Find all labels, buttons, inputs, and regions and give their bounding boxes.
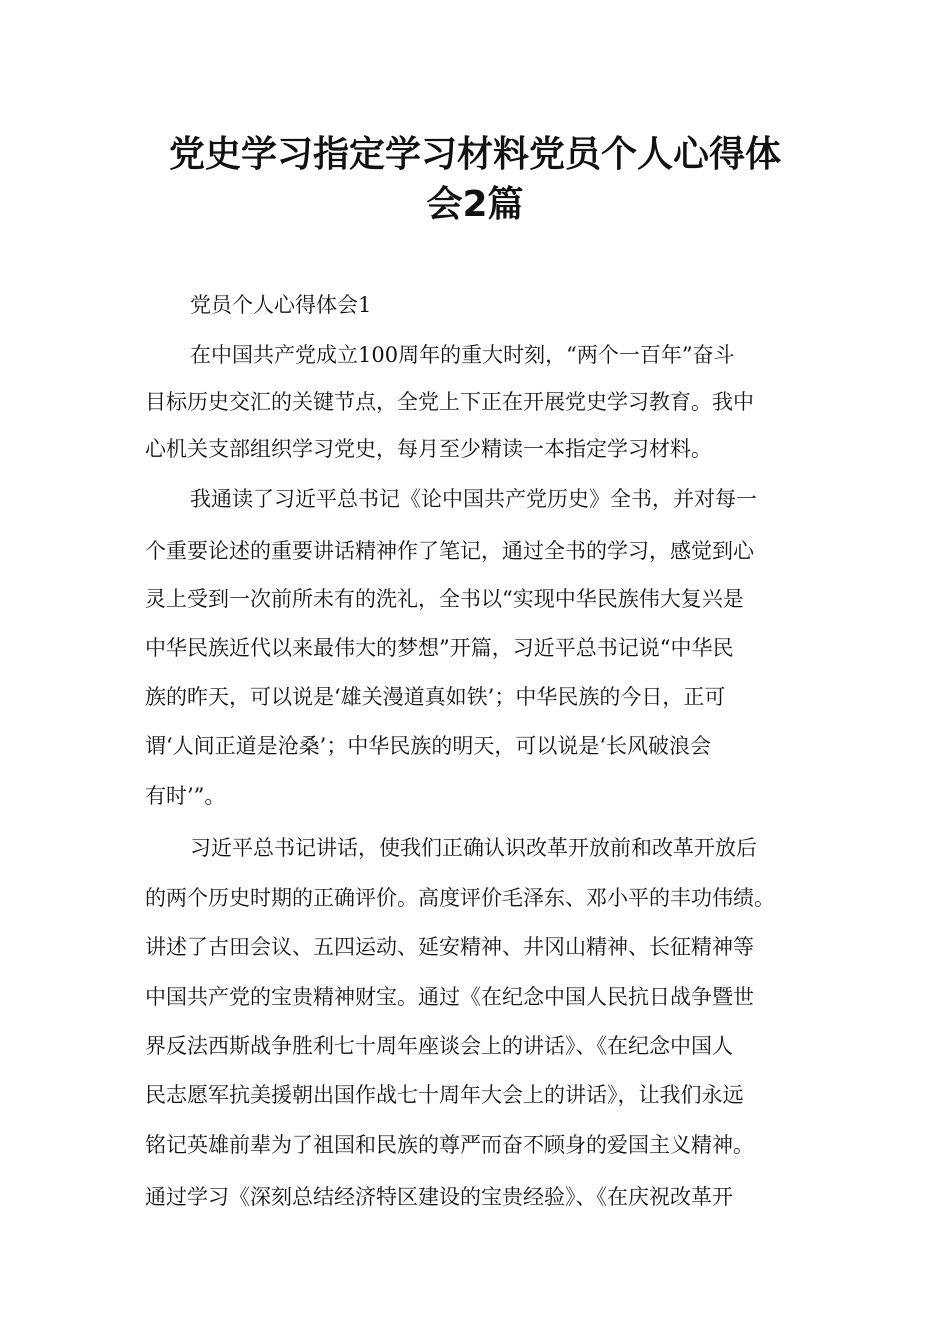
paragraph-line: 界反法西斯战争胜利七十周年座谈会上的讲话》、《在纪念中国人 — [145, 1034, 733, 1058]
paragraph-line: 通过学习《深刻总结经济特区建设的宝贵经验》、《在庆祝改革开 — [145, 1185, 733, 1209]
paragraph-line: 民志愿军抗美援朝出国作战七十周年大会上的讲话》，让我们永远 — [145, 1083, 744, 1107]
paragraph-line: 中国共产党的宝贵精神财宝。通过《在纪念中国人民抗日战争暨世 — [145, 985, 754, 1009]
document-title-line-1: 党史学习指定学习材料党员个人心得体 — [168, 134, 781, 175]
paragraph-line: 在中国共产党成立100周年的重大时刻，“两个一百年”奋斗 — [190, 343, 735, 367]
document-title-line-2: 会2篇 — [426, 184, 524, 225]
paragraph-line: 讲述了古田会议、五四运动、延安精神、井冈山精神、长征精神等 — [145, 935, 754, 959]
paragraph-line: 的两个历史时期的正确评价。高度评价毛泽东、邓小平的丰功伟绩。 — [145, 886, 775, 910]
paragraph-line: 个重要论述的重要讲话精神作了笔记，通过全书的学习，感觉到心 — [145, 539, 754, 563]
section-heading: 党员个人心得体会1 — [190, 293, 372, 317]
paragraph-line: 有时’”。 — [145, 784, 226, 808]
paragraph-line: 谓‘人间正道是沧桑’；中华民族的明天，可以说是‘长风破浪会 — [145, 734, 712, 758]
paragraph-line: 心机关支部组织学习党史，每月至少精读一本指定学习材料。 — [145, 437, 712, 461]
paragraph-line: 铭记英雄前辈为了祖国和民族的尊严而奋不顾身的爱国主义精神。 — [145, 1133, 754, 1157]
paragraph-line: 我通读了习近平总书记《论中国共产党历史》全书，并对每一 — [190, 487, 757, 511]
paragraph-line: 族的昨天，可以说是‘雄关漫道真如铁’；中华民族的今日，正可 — [145, 685, 726, 709]
paragraph-line: 中华民族近代以来最伟大的梦想”开篇，习近平总书记说“中华民 — [145, 636, 734, 660]
paragraph-line: 习近平总书记讲话，使我们正确认识改革开放前和改革开放后 — [190, 836, 757, 860]
paragraph-line: 灵上受到一次前所未有的洗礼，全书以“实现中华民族伟大复兴是 — [145, 587, 744, 611]
paragraph-line: 目标历史交汇的关键节点，全党上下正在开展党史学习教育。我中 — [145, 390, 754, 414]
